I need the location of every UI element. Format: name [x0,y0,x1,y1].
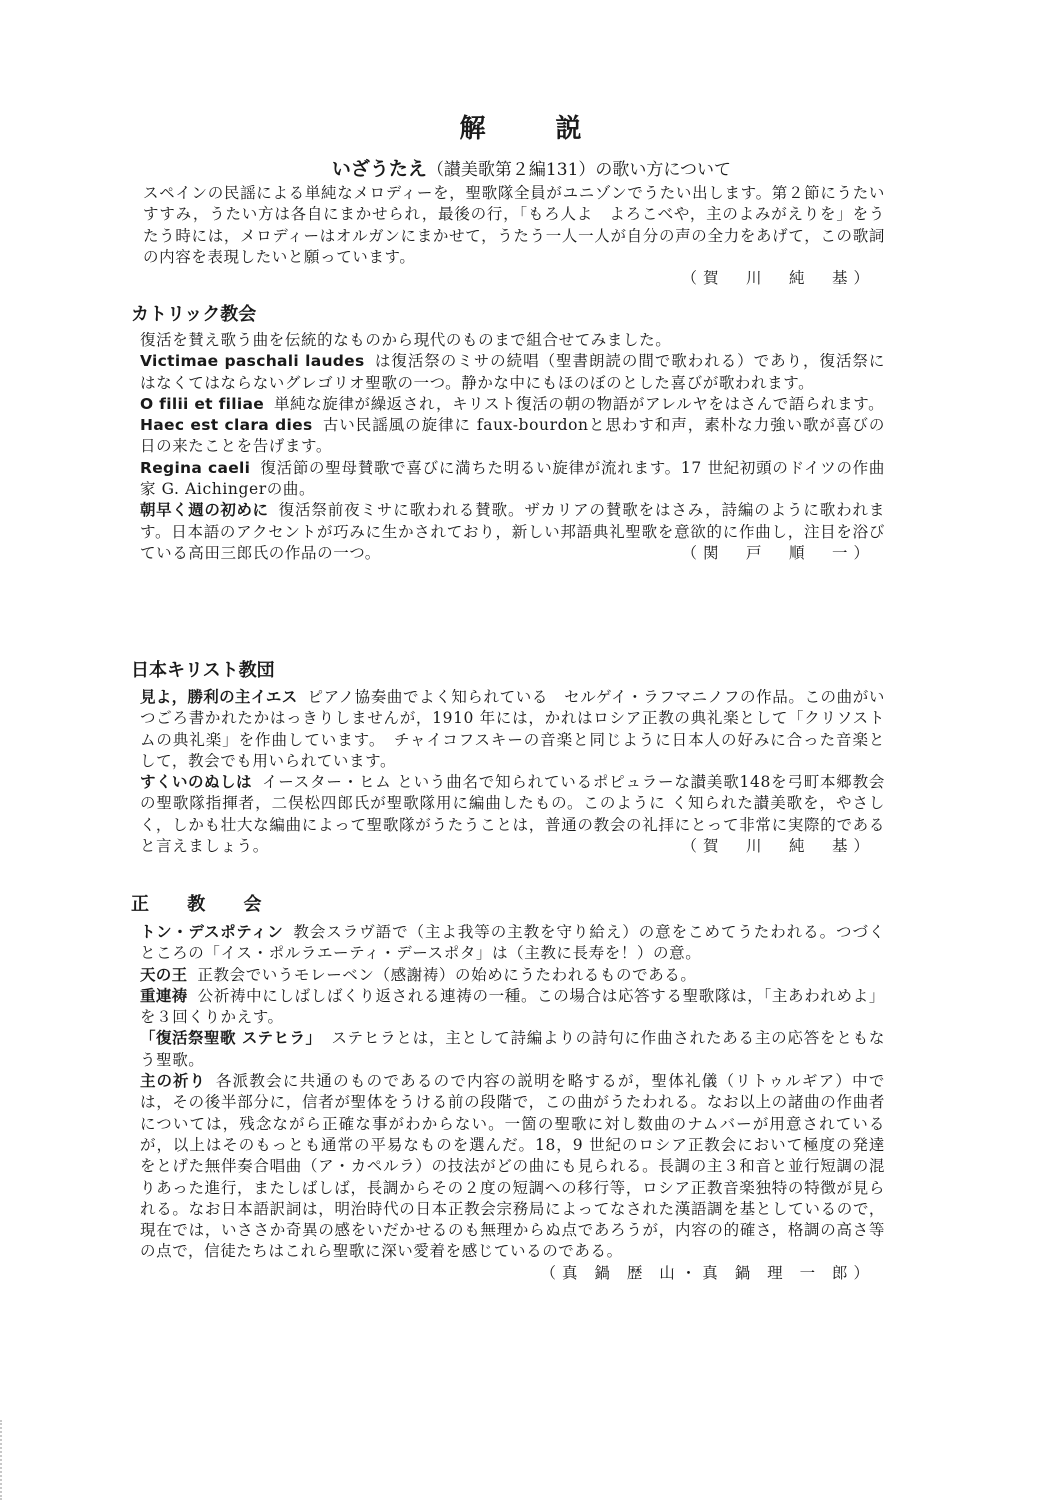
catholic-signature: （関 戸 順 一） [681,543,875,562]
heading-orthodox: 正 教 会 [131,894,278,915]
uccj-item-text: ピアノ協奏曲でよく知られている セルゲイ・ラフマニノフの作品。この曲がいつごろ書かれたかはっきりしませんが，1910 年には，かれはロシア正教の典礼楽として「クリソストムの典礼楽」を作曲しています。 チャイコフスキーの音楽と同じように日本人の好みに合った音楽として，教会でも用いられています。 [140,688,885,770]
uccj-signature: （賀 川 純 基） [681,837,875,856]
orthodox-item-text: 正教会でいうモレーベン（感謝祷）の始めにうたわれるものである。 [197,965,697,984]
orthodox-item [140,922,885,965]
orthodox-item-title: 主の祈り [140,1072,206,1091]
orthodox-item [140,965,885,986]
catholic-item-title: 朝早く週の初めに [140,501,269,520]
orthodox-item-text: 各派教会に共通のものであるので内容の説明を略するが，聖体礼儀（リトゥルギア）中では，その後半部分に，信者が聖体をうける前の段階で，この曲がうたわれる。なお以上の諸曲の作曲者については，残念ながら正確な事がわからない。一箇の聖歌に対し数曲のナムバーが用意されているが，以上はそのもっとも通常の平易なものを選んだ。18，9 世紀のロシア正教会において極度の発達をとげた無伴奏合唱曲（ア・カペルラ）の技法がどの曲にも見られる。長調の主３和音と並行短調の混りあった進行，またしばしば，長調からその２度の短調への移行等，ロシア正教音楽独特の特徴が見られる。なお日本語訳詞は，明治時代の日本正教会宗務局によってなされた漢語調を基としているので，現在では，いささか奇異の感をいだかせるのも無理からぬ点であろうが，内容の的確さ，格調の高さ等の点で，信徒たちはこれら聖歌に深い愛着を感じているのである。 [140,1072,885,1261]
catholic-item-text: は復活祭のミサの続唱（聖書朗読の間で歌われる）であり，復活祭にはなくてはならないグレゴリオ聖歌の一つ。静かな中にもほのぼのとした喜びが歌われます。 [140,352,885,392]
uccj-item-text: イースター・ヒム という曲名で知られているポピュラーな讃美歌148を弓町本郷教会の聖歌隊指揮者，二俣松四郎氏が聖歌隊用に編曲したもの。このように く知られた讃美歌を，やさしく，しかも壮大な編曲によって聖歌隊がうたうことは，普通の教会の礼拝にとって非常に実際的であると言えましょう。 [140,773,885,856]
uccj-item-title: 見よ，勝利の主イエス [140,688,298,706]
uccj-item [140,772,885,857]
subtitle-lead: いざうたえ [331,158,427,180]
uccj-item-title: すくいのぬしは [140,773,252,792]
orthodox-section [140,922,885,1284]
catholic-item-text: 復活祭前夜ミサに歌われる賛歌。ザカリアの賛歌をはさみ，詩編のように歌われます。日本語のアクセントが巧みに生かされており，新しい邦語典礼聖歌を意欲的に作曲し，注目を浴びている高田三郎氏の作品の一つ。 [140,501,885,562]
intro-text: スペインの民謡による単純なメロディーを，聖歌隊全員がユニゾンでうたい出します。第２節にうたいすすみ，うたい方は各自にまかせられ，最後の行，「もろ人よ よろこべや，主のよみがえりを」をうたう時には，メロディーはオルガンにまかせて，うたう一人一人が自分の声の全力をあげて，この歌詞の内容を表現したいと願っています。 [143,184,885,266]
catholic-item [140,500,885,564]
catholic-item [140,394,885,415]
catholic-item [140,351,885,394]
intro-signature: （賀 川 純 基） [681,269,875,288]
catholic-item-text: 単純な旋律が繰返され，キリスト復活の朝の物語がアレルヤをはさんで語られます。 [274,394,885,413]
orthodox-item [140,1028,885,1071]
intro-section [143,183,885,289]
catholic-item-title: O filii et filiae [140,394,265,413]
uccj-item [140,687,885,772]
orthodox-item-title: 「復活祭聖歌 ステヒラ」 [140,1029,322,1048]
orthodox-item-title: 天の王 [140,965,188,984]
orthodox-item-text: ステヒラとは，主として詩編よりの詩句に作曲されたある主の応答をともなう聖歌。 [140,1029,886,1069]
orthodox-item [140,986,885,1029]
orthodox-item-title: トン・デスポティン [140,923,284,941]
orthodox-item-text: 教会スラヴ語で（主よ我等の主教を守り給え）の意をこめてうたわれる。つづくところの「イス・ポルラエーティ・デースポタ」は（主教に長寿を！）の意。 [140,923,885,963]
catholic-item [140,458,885,501]
catholic-intro: 復活を賛え歌う曲を伝統的なものから現代のものまで組合せてみました。 [140,331,672,349]
orthodox-item-text: 公祈祷中にしばしばくり返される連祷の一種。この場合は応答する聖歌隊は，「主あわれめよ」を３回くりかえす。 [140,986,885,1027]
catholic-item-title: Haec est clara dies [140,416,313,435]
catholic-item-text: 古い民謡風の旋律に faux-bourdonと思わす和声，素朴な力強い歌が喜びの日の来たことを告げます。 [140,416,885,456]
subtitle-rest: の歌い方について [595,160,732,180]
uccj-section [140,687,885,857]
catholic-item [140,415,885,458]
catholic-item-title: Regina caeli [140,458,251,477]
subtitle [0,154,1063,181]
orthodox-item-title: 重連祷 [140,986,188,1005]
orthodox-signature: （真 鍋 歴 山・真 鍋 理 一 郎） [540,1263,875,1282]
heading-uccj: 日本キリスト教団 [131,660,275,681]
page-title: 解 説 [459,114,604,144]
subtitle-paren: （讃美歌第２編131） [426,160,596,180]
orthodox-item [140,1071,885,1282]
margin-mark [0,1420,8,1500]
heading-catholic: カトリック教会 [131,304,257,325]
catholic-item-text: 復活節の聖母賛歌で喜びに満ちた明るい旋律が流れます。17 世紀初頭のドイツの作曲家 G. Aichingerの曲。 [140,458,886,499]
catholic-section [140,330,885,564]
catholic-item-title: Victimae paschali laudes [140,352,365,371]
